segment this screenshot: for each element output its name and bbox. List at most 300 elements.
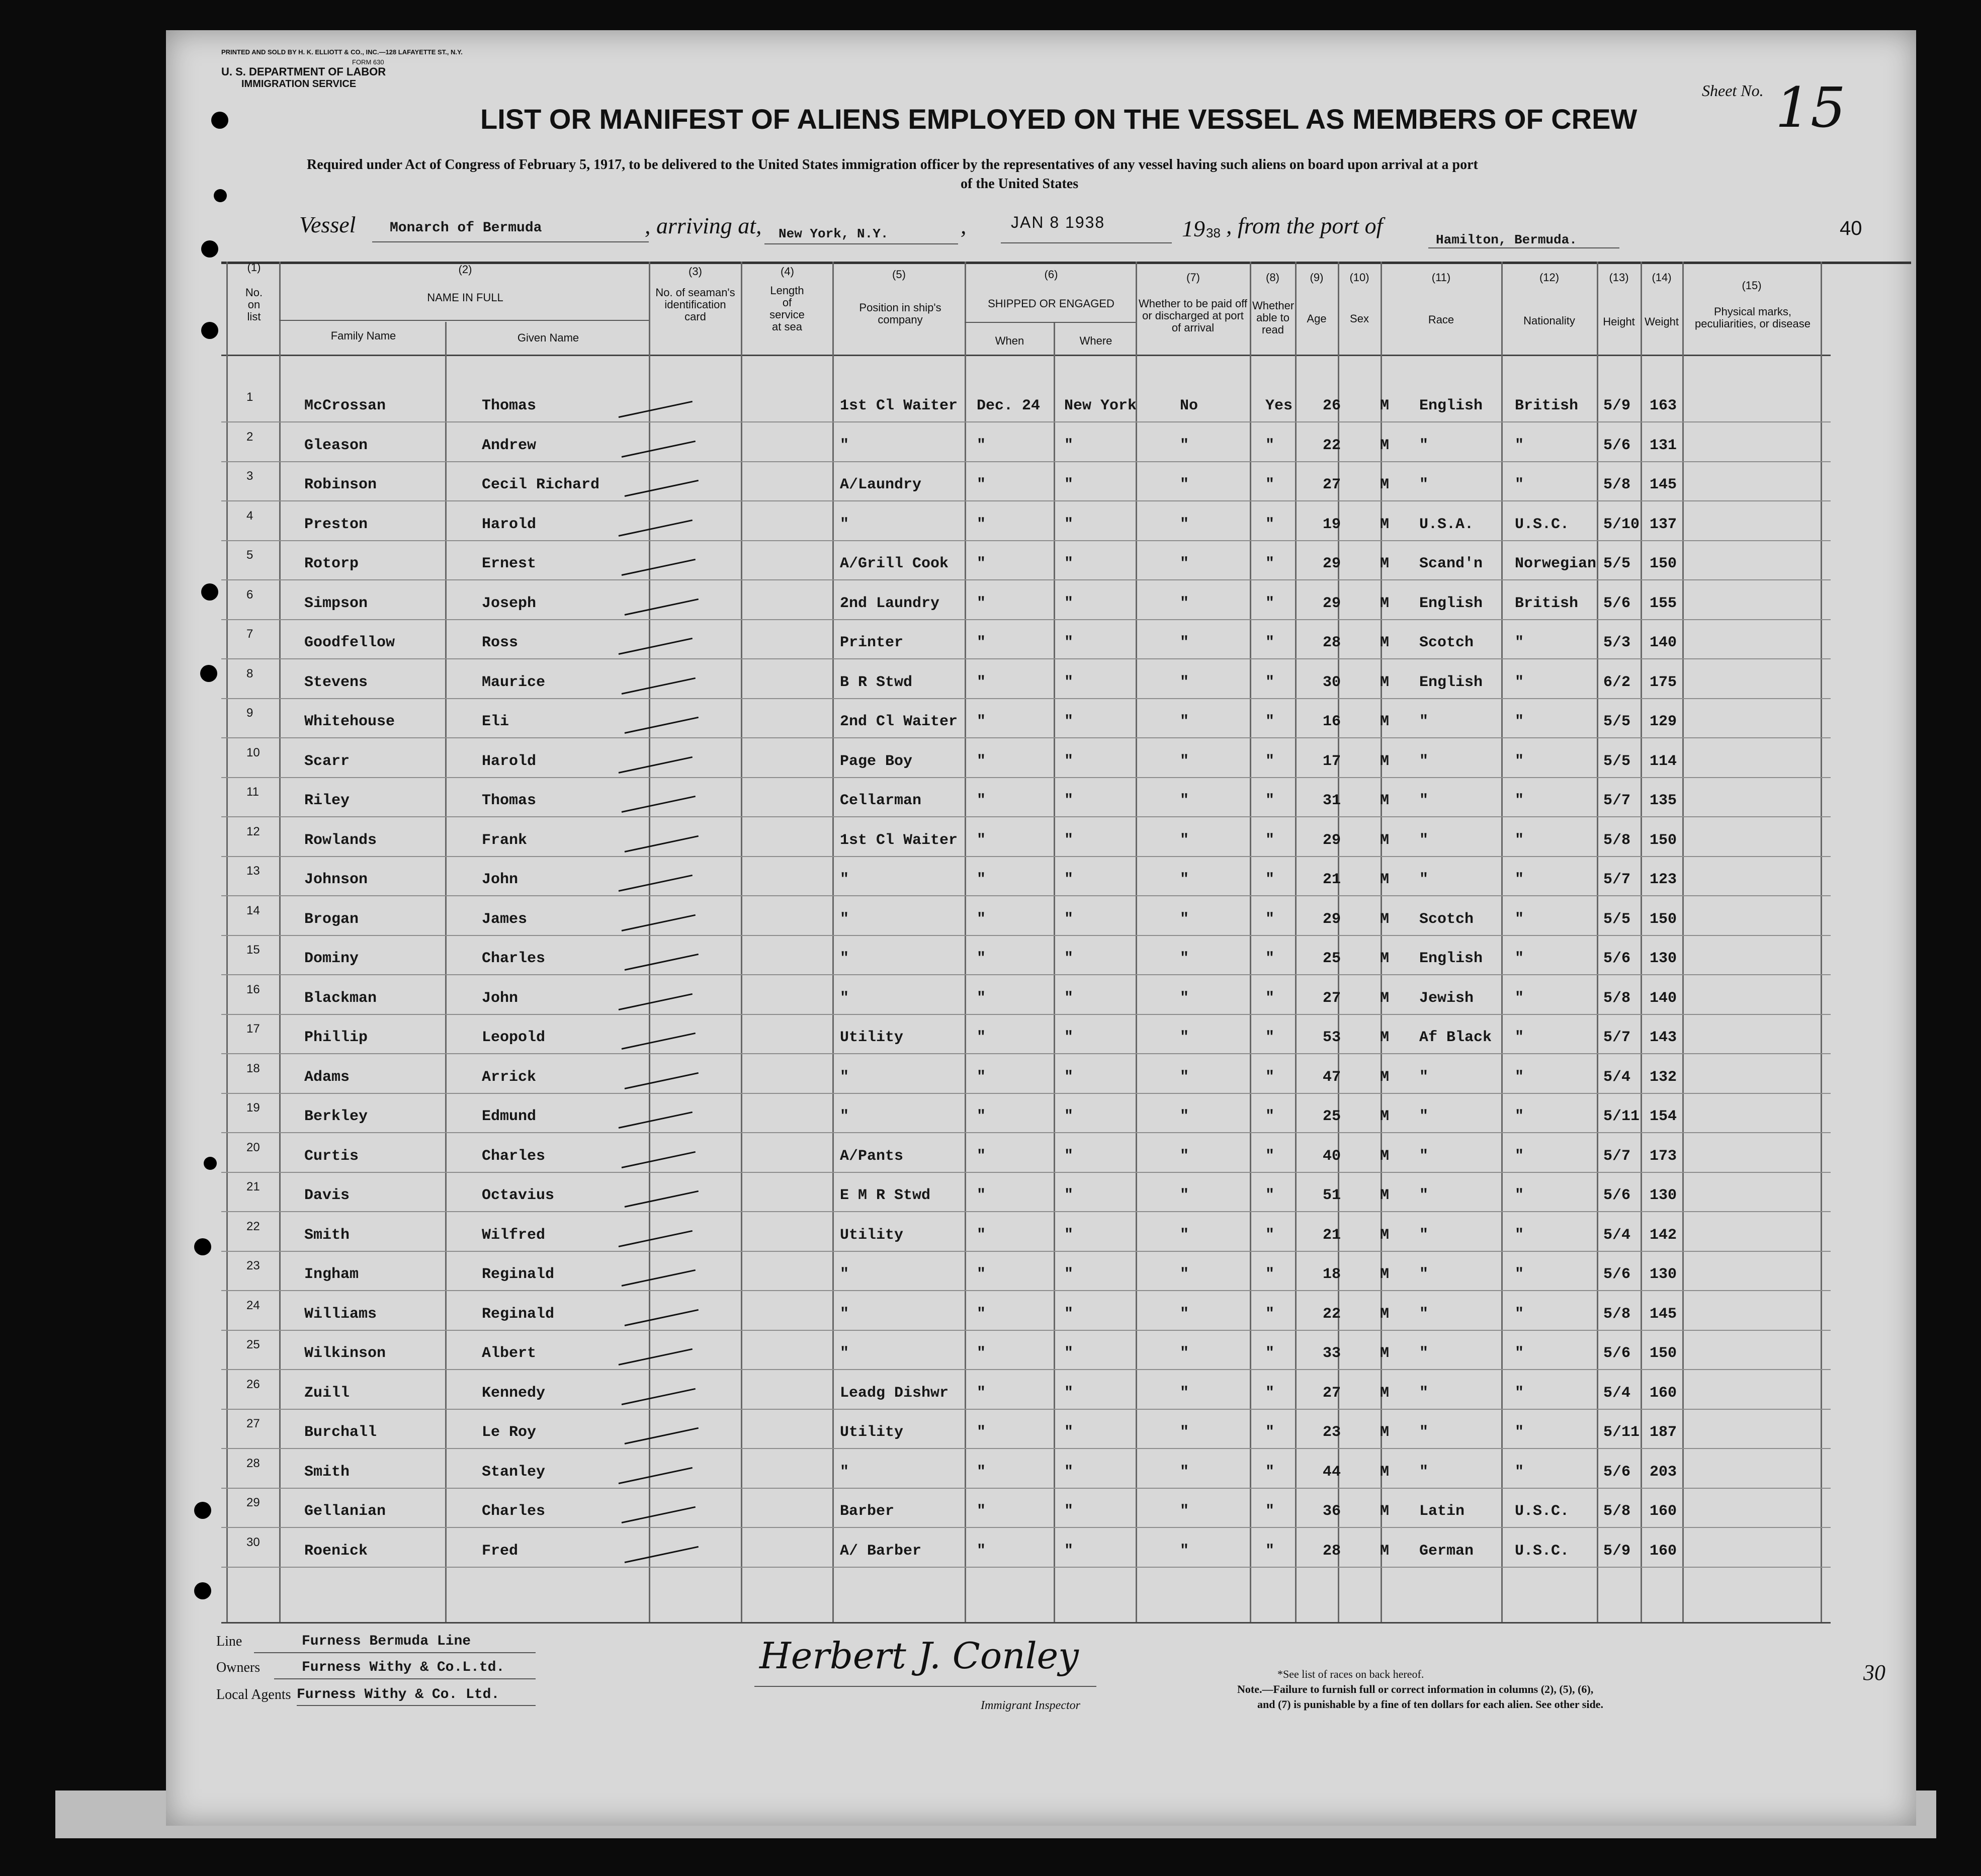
- race: ": [1419, 1187, 1429, 1204]
- row-rule: [221, 1448, 1831, 1449]
- race: English: [1419, 594, 1483, 612]
- shipped-when: ": [977, 713, 986, 730]
- shipped-when: ": [977, 673, 986, 691]
- col-divider: [1338, 262, 1339, 1622]
- paid-off: ": [1180, 476, 1189, 493]
- inspector-signature: Herbert J. Conley: [759, 1635, 1079, 1677]
- owners-value: Furness Withy & Co.L.td.: [302, 1660, 505, 1675]
- col-divider: [1295, 262, 1297, 1622]
- comma: ,: [961, 213, 967, 238]
- family-name: Goodfellow: [304, 634, 395, 651]
- paid-off: ": [1180, 1463, 1189, 1481]
- family-name: Scarr: [304, 752, 350, 770]
- row-rule: [221, 974, 1831, 975]
- binder-hole: [194, 1502, 211, 1519]
- weight: 140: [1650, 989, 1677, 1007]
- height: 5/7: [1603, 1029, 1631, 1046]
- agents-value: Furness Withy & Co. Ltd.: [297, 1687, 500, 1702]
- paid-off: ": [1180, 713, 1189, 730]
- sex: M: [1380, 831, 1390, 849]
- weight: 155: [1650, 594, 1677, 612]
- able-to-read: ": [1265, 1345, 1275, 1362]
- given-name: Andrew: [482, 437, 537, 454]
- race: ": [1419, 1068, 1429, 1086]
- row-number: 4: [246, 508, 253, 523]
- binder-hole: [194, 1238, 211, 1255]
- row-number: 19: [246, 1101, 260, 1115]
- nationality: U.S.C.: [1515, 1503, 1570, 1520]
- shipped-when: ": [977, 1068, 986, 1086]
- shipped-when: ": [977, 1108, 986, 1125]
- height: 5/6: [1603, 1345, 1631, 1362]
- race: English: [1419, 950, 1483, 967]
- height: 5/8: [1603, 476, 1631, 493]
- race: English: [1419, 397, 1483, 414]
- position: 2nd Cl Waiter: [840, 713, 958, 730]
- row-rule: [221, 1409, 1831, 1410]
- family-name: Preston: [304, 516, 368, 533]
- sex: M: [1380, 1424, 1390, 1441]
- race: ": [1419, 1147, 1429, 1165]
- paid-off: ": [1180, 792, 1189, 809]
- col9-number: (9): [1310, 271, 1324, 284]
- col5-header: Position in ship's company: [859, 301, 941, 326]
- age: 19: [1323, 516, 1341, 533]
- height: 5/7: [1603, 871, 1631, 888]
- race: ": [1419, 792, 1429, 809]
- able-to-read: ": [1265, 673, 1275, 691]
- row-rule: [221, 935, 1831, 936]
- height: 5/5: [1603, 752, 1631, 770]
- family-name: Burchall: [304, 1424, 377, 1441]
- position: Cellarman: [840, 792, 922, 809]
- paid-off: ": [1180, 1226, 1189, 1244]
- shipped-when: ": [977, 1305, 986, 1323]
- nationality: ": [1515, 634, 1524, 651]
- family-name: Williams: [304, 1305, 377, 1323]
- age: 29: [1323, 555, 1341, 572]
- weight: 140: [1650, 634, 1677, 651]
- age: 29: [1323, 594, 1341, 612]
- nationality: ": [1515, 1108, 1524, 1125]
- row-number: 3: [246, 469, 253, 483]
- able-to-read: ": [1265, 1542, 1275, 1560]
- position: B R Stwd: [840, 673, 913, 691]
- nationality: ": [1515, 1384, 1524, 1402]
- family-name: Rotorp: [304, 555, 359, 572]
- able-to-read: ": [1265, 752, 1275, 770]
- col-divider: [226, 262, 228, 1622]
- height: 5/9: [1603, 397, 1631, 414]
- nationality: ": [1515, 1029, 1524, 1046]
- shipped-when: ": [977, 1147, 986, 1165]
- paid-off: ": [1180, 950, 1189, 967]
- race: Scand'n: [1419, 555, 1483, 572]
- col1-number: (1): [247, 261, 261, 274]
- sex: M: [1380, 792, 1390, 809]
- shipped-when: ": [977, 950, 986, 967]
- given-name: Cecil Richard: [482, 476, 600, 493]
- age: 28: [1323, 1542, 1341, 1560]
- col11-header: Race: [1428, 313, 1454, 326]
- sex: M: [1380, 1463, 1390, 1481]
- paid-off: ": [1180, 1305, 1189, 1323]
- height: 5/8: [1603, 1305, 1631, 1323]
- age: 28: [1323, 634, 1341, 651]
- page-title: LIST OR MANIFEST OF ALIENS EMPLOYED ON THE VESSEL AS MEMBERS OF CREW: [480, 103, 1638, 135]
- row-rule: [221, 500, 1831, 501]
- nationality: ": [1515, 752, 1524, 770]
- row-rule: [221, 1567, 1831, 1568]
- shipped-where: ": [1064, 1147, 1074, 1165]
- col13-header: Height: [1603, 315, 1635, 328]
- shipped-when: ": [977, 437, 986, 454]
- shipped-subheader-rule: [965, 322, 1136, 323]
- position: Utility: [840, 1029, 904, 1046]
- able-to-read: ": [1265, 1305, 1275, 1323]
- weight: 150: [1650, 910, 1677, 928]
- able-to-read: ": [1265, 1503, 1275, 1520]
- height: 5/3: [1603, 634, 1631, 651]
- sheet-number: 15: [1775, 75, 1846, 140]
- sheet-label: Sheet No.: [1702, 81, 1764, 100]
- weight: 145: [1650, 476, 1677, 493]
- col7-number: (7): [1186, 271, 1200, 284]
- shipped-when: ": [977, 1187, 986, 1204]
- weight: 135: [1650, 792, 1677, 809]
- subtitle-line2: of the United States: [961, 176, 1079, 192]
- shipped-when: ": [977, 1542, 986, 1560]
- paid-off: ": [1180, 437, 1189, 454]
- sex: M: [1380, 1345, 1390, 1362]
- col-divider: [1136, 262, 1137, 1622]
- sex: M: [1380, 673, 1390, 691]
- arriving-underline: [764, 243, 958, 244]
- paid-off: ": [1180, 752, 1189, 770]
- family-name: Stevens: [304, 673, 368, 691]
- position: 2nd Laundry: [840, 594, 940, 612]
- height: 5/8: [1603, 1503, 1631, 1520]
- row-rule: [221, 1251, 1831, 1252]
- sex: M: [1380, 1384, 1390, 1402]
- col14-header: Weight: [1644, 315, 1679, 328]
- position: ": [840, 437, 849, 454]
- row-rule: [221, 856, 1831, 857]
- col-divider: [1641, 262, 1642, 1622]
- paid-off: ": [1180, 831, 1189, 849]
- shipped-where: ": [1064, 752, 1074, 770]
- age: 51: [1323, 1187, 1341, 1204]
- binder-hole: [194, 1582, 211, 1599]
- row-number: 24: [246, 1298, 260, 1312]
- age: 33: [1323, 1345, 1341, 1362]
- col4-number: (4): [781, 265, 794, 278]
- given-name: Ross: [482, 634, 519, 651]
- col10-number: (10): [1349, 271, 1369, 284]
- race: ": [1419, 713, 1429, 730]
- row-number: 23: [246, 1259, 260, 1272]
- col14-number: (14): [1652, 271, 1672, 284]
- family-name: Smith: [304, 1463, 350, 1481]
- paid-off: ": [1180, 910, 1189, 928]
- shipped-where: ": [1064, 1345, 1074, 1362]
- nationality: ": [1515, 910, 1524, 928]
- race: ": [1419, 1424, 1429, 1441]
- date-underline: [1001, 242, 1172, 243]
- paid-off: ": [1180, 1029, 1189, 1046]
- family-name: Curtis: [304, 1147, 359, 1165]
- able-to-read: ": [1265, 1226, 1275, 1244]
- col12-header: Nationality: [1523, 314, 1575, 327]
- position: ": [840, 989, 849, 1007]
- given-name: Ernest: [482, 555, 537, 572]
- sex: M: [1380, 1226, 1390, 1244]
- family-name: McCrossan: [304, 397, 386, 414]
- nationality: ": [1515, 831, 1524, 849]
- shipped-where: ": [1064, 555, 1074, 572]
- col2-number: (2): [458, 263, 472, 276]
- nationality: ": [1515, 950, 1524, 967]
- nationality: ": [1515, 1147, 1524, 1165]
- able-to-read: ": [1265, 437, 1275, 454]
- given-name: Charles: [482, 950, 546, 967]
- given-name: Harold: [482, 752, 537, 770]
- nationality: ": [1515, 1463, 1524, 1481]
- sex: M: [1380, 555, 1390, 572]
- given-name: John: [482, 989, 519, 1007]
- paid-off: ": [1180, 1542, 1189, 1560]
- height: 5/6: [1603, 1187, 1631, 1204]
- sex: M: [1380, 437, 1390, 454]
- shipped-where: ": [1064, 910, 1074, 928]
- row-number: 11: [246, 785, 259, 799]
- family-name: Gleason: [304, 437, 368, 454]
- height: 5/10: [1603, 516, 1640, 533]
- height: 5/4: [1603, 1068, 1631, 1086]
- age: 18: [1323, 1266, 1341, 1283]
- col8-number: (8): [1266, 271, 1279, 284]
- row-rule: [221, 816, 1831, 817]
- shipped-when: ": [977, 1384, 986, 1402]
- able-to-read: ": [1265, 1147, 1275, 1165]
- col2-header: NAME IN FULL: [427, 291, 503, 304]
- row-rule: [221, 579, 1831, 580]
- col9-header: Age: [1307, 312, 1327, 325]
- weight: 130: [1650, 1266, 1677, 1283]
- position: Page Boy: [840, 752, 913, 770]
- col1-header: No. on list: [245, 286, 263, 323]
- table-bottom-rule: [221, 1622, 1831, 1624]
- name-subheader-rule: [279, 320, 649, 321]
- age: 25: [1323, 950, 1341, 967]
- col5-number: (5): [892, 268, 906, 281]
- shipped-where: ": [1064, 1384, 1074, 1402]
- col6-where-header: Where: [1079, 334, 1112, 347]
- col7-header: Whether to be paid off or discharged at port of arrival: [1138, 297, 1248, 334]
- shipped-where: ": [1064, 634, 1074, 651]
- col-divider: [1682, 262, 1684, 1622]
- shipped-where: ": [1064, 792, 1074, 809]
- col-divider: [1597, 262, 1598, 1622]
- age: 29: [1323, 831, 1341, 849]
- paid-off: ": [1180, 673, 1189, 691]
- position: ": [840, 871, 849, 888]
- height: 5/5: [1603, 713, 1631, 730]
- position: ": [840, 950, 849, 967]
- race: ": [1419, 1305, 1429, 1323]
- able-to-read: ": [1265, 1266, 1275, 1283]
- age: 21: [1323, 871, 1341, 888]
- row-rule: [221, 895, 1831, 896]
- col15-header: Physical marks, peculiarities, or disease: [1695, 305, 1811, 330]
- sex: M: [1380, 989, 1390, 1007]
- position: ": [840, 910, 849, 928]
- given-name: Octavius: [482, 1187, 555, 1204]
- height: 5/4: [1603, 1384, 1631, 1402]
- height: 5/8: [1603, 989, 1631, 1007]
- nationality: ": [1515, 1345, 1524, 1362]
- shipped-where: ": [1064, 950, 1074, 967]
- vessel-label: Vessel: [299, 212, 356, 237]
- row-number: 12: [246, 824, 260, 838]
- family-name: Riley: [304, 792, 350, 809]
- given-name: Thomas: [482, 397, 537, 414]
- race: ": [1419, 871, 1429, 888]
- family-name: Davis: [304, 1187, 350, 1204]
- shipped-where: ": [1064, 831, 1074, 849]
- height: 5/11: [1603, 1424, 1640, 1441]
- row-number: 27: [246, 1417, 260, 1430]
- able-to-read: ": [1265, 831, 1275, 849]
- given-name: Eli: [482, 713, 509, 730]
- row-rule: [221, 1132, 1831, 1133]
- able-to-read: ": [1265, 594, 1275, 612]
- shipped-when: ": [977, 516, 986, 533]
- subtitle-line1: Required under Act of Congress of February 5, 1917, to be delivered to the United States immigration officer by the representatives of any vessel having such aliens on board upon arrival at a port: [307, 157, 1478, 173]
- row-number: 30: [246, 1535, 260, 1549]
- binder-hole: [201, 240, 218, 258]
- nationality: ": [1515, 871, 1524, 888]
- crew-count: 40: [1840, 217, 1862, 239]
- sex: M: [1380, 397, 1390, 414]
- shipped-when: ": [977, 555, 986, 572]
- row-rule: [221, 737, 1831, 738]
- sex: M: [1380, 713, 1390, 730]
- given-name: Reginald: [482, 1305, 555, 1323]
- shipped-where: ": [1064, 476, 1074, 493]
- able-to-read: ": [1265, 476, 1275, 493]
- weight: 150: [1650, 1345, 1677, 1362]
- family-name: Roenick: [304, 1542, 368, 1560]
- age: 16: [1323, 713, 1341, 730]
- able-to-read: ": [1265, 634, 1275, 651]
- shipped-when: ": [977, 1345, 986, 1362]
- row-rule: [221, 619, 1831, 620]
- paid-off: ": [1180, 516, 1189, 533]
- row-number: 16: [246, 982, 260, 996]
- position: A/Pants: [840, 1147, 904, 1165]
- col8-header: Whether able to read: [1252, 299, 1295, 336]
- given-name: Joseph: [482, 594, 537, 612]
- race: ": [1419, 1463, 1429, 1481]
- given-name: Wilfred: [482, 1226, 546, 1244]
- family-name: Simpson: [304, 594, 368, 612]
- shipped-when: ": [977, 752, 986, 770]
- row-number: 1: [246, 390, 253, 404]
- given-name: Stanley: [482, 1463, 546, 1481]
- paid-off: ": [1180, 1345, 1189, 1362]
- age: 29: [1323, 910, 1341, 928]
- col2-family-header: Family Name: [330, 329, 396, 342]
- weight: 130: [1650, 950, 1677, 967]
- shipped-when: ": [977, 871, 986, 888]
- department: U. S. DEPARTMENT OF LABOR: [221, 65, 386, 78]
- from-port: Hamilton, Bermuda.: [1436, 232, 1577, 247]
- height: 5/5: [1603, 910, 1631, 928]
- row-rule: [221, 1330, 1831, 1331]
- row-rule: [221, 1053, 1831, 1054]
- col-divider: [1821, 262, 1822, 1622]
- owners-underline: [274, 1678, 536, 1679]
- age: 26: [1323, 397, 1341, 414]
- row-number: 8: [246, 666, 253, 680]
- line-label: Line: [216, 1634, 242, 1649]
- given-name: Edmund: [482, 1108, 537, 1125]
- able-to-read: Yes: [1265, 397, 1293, 414]
- family-name: Zuill: [304, 1384, 350, 1402]
- race: ": [1419, 831, 1429, 849]
- height: 5/7: [1603, 1147, 1631, 1165]
- col-divider: [649, 262, 650, 1622]
- age: 47: [1323, 1068, 1341, 1086]
- race: ": [1419, 437, 1429, 454]
- row-number: 18: [246, 1061, 260, 1075]
- position: ": [840, 1266, 849, 1283]
- row-number: 10: [246, 745, 260, 759]
- row-number: 9: [246, 706, 253, 720]
- paid-off: ": [1180, 871, 1189, 888]
- weight: 203: [1650, 1463, 1677, 1481]
- paid-off: ": [1180, 634, 1189, 651]
- form-number: FORM 630: [352, 58, 384, 66]
- service: IMMIGRATION SERVICE: [241, 78, 357, 90]
- able-to-read: ": [1265, 910, 1275, 928]
- age: 31: [1323, 792, 1341, 809]
- age: 53: [1323, 1029, 1341, 1046]
- weight: 142: [1650, 1226, 1677, 1244]
- col12-number: (12): [1539, 271, 1560, 284]
- able-to-read: ": [1265, 555, 1275, 572]
- height: 5/6: [1603, 594, 1631, 612]
- shipped-when: ": [977, 989, 986, 1007]
- sex: M: [1380, 1068, 1390, 1086]
- fine-note-2: and (7) is punishable by a fine of ten dollars for each alien. See other side.: [1257, 1698, 1603, 1711]
- race: ": [1419, 752, 1429, 770]
- race: Jewish: [1419, 989, 1474, 1007]
- age: 36: [1323, 1503, 1341, 1520]
- nationality: ": [1515, 1226, 1524, 1244]
- age: 27: [1323, 476, 1341, 493]
- corner-mark: 30: [1863, 1660, 1885, 1685]
- col-divider: [1381, 262, 1382, 1622]
- race: U.S.A.: [1419, 516, 1474, 533]
- sex: M: [1380, 1266, 1390, 1283]
- sex: M: [1380, 594, 1390, 612]
- weight: 173: [1650, 1147, 1677, 1165]
- row-number: 22: [246, 1219, 260, 1233]
- row-rule: [221, 540, 1831, 541]
- age: 23: [1323, 1424, 1341, 1441]
